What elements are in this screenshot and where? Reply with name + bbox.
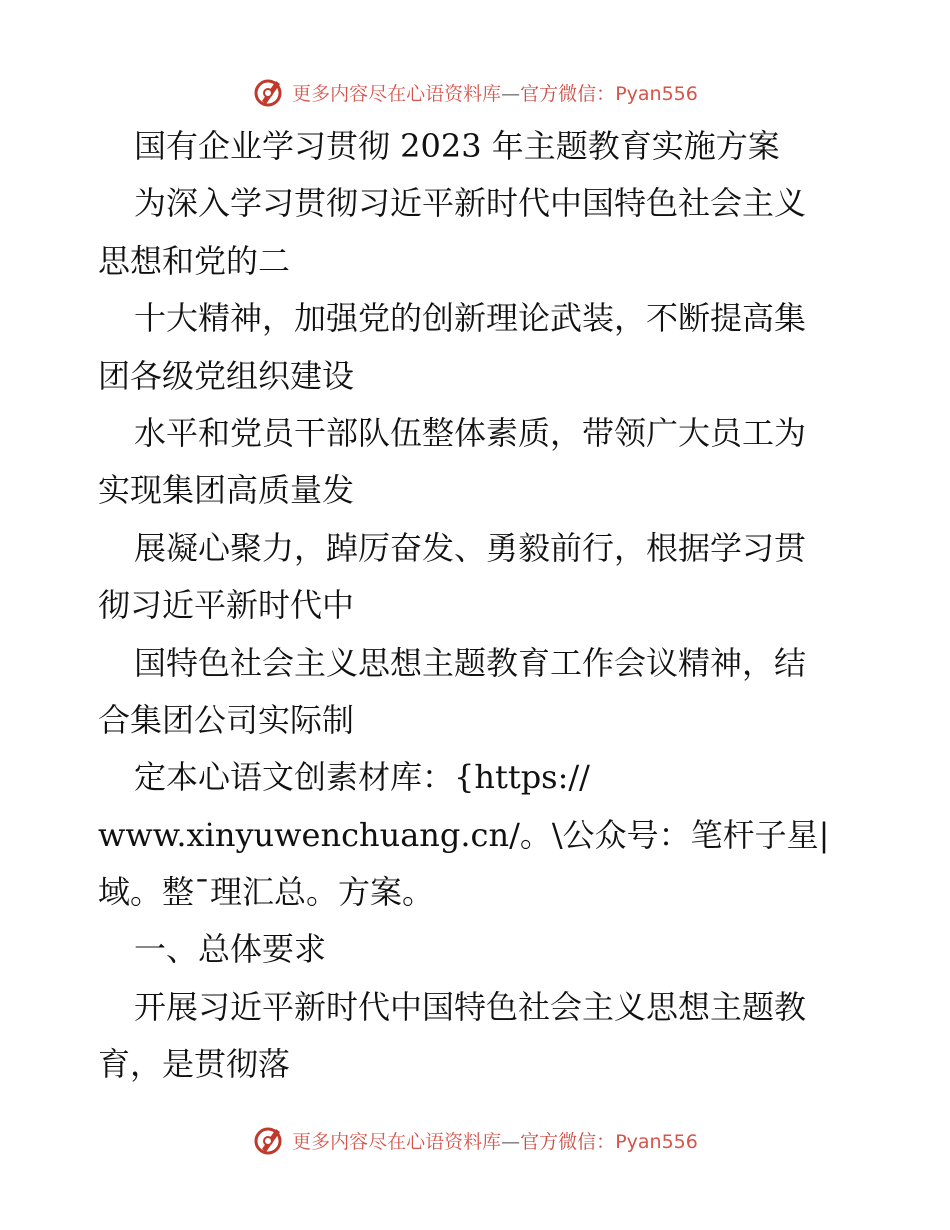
text-line: 国有企业学习贯彻 2023 年主题教育实施方案 (134, 127, 780, 165)
document-body (98, 118, 858, 1094)
text-line: 育，是贯彻落 (98, 1045, 291, 1084)
text-line: www.xinyuwenchuang.cn/。\公众号：笔杆子星| (98, 815, 830, 854)
text-line: 十大精神，加强党的创新理论武装，不断提高集 (134, 299, 807, 338)
footer-watermark (0, 1120, 950, 1160)
text-line: 团各级党组织建设 (98, 356, 355, 395)
pen-logo-icon (252, 1123, 286, 1157)
text-line: 域。整¯理汇总。方案。 (98, 873, 435, 912)
text-line: 彻习近平新时代中 (98, 586, 355, 625)
text-line: 定本心语文创素材库：{https:// (134, 758, 590, 797)
text-line: 思想和党的二 (98, 241, 291, 280)
text-line: 国特色社会主义思想主题教育工作会议精神，结 (134, 643, 807, 682)
pen-logo-icon (252, 75, 286, 109)
text-line: 为深入学习贯彻习近平新时代中国特色社会主义 (134, 184, 807, 223)
text-line: 展凝心聚力，踔厉奋发、勇毅前行，根据学习贯 (134, 528, 807, 567)
text-line: 开展习近平新时代中国特色社会主义思想主题教 (134, 987, 807, 1026)
watermark-text: 更多内容尽在心语资料库—官方微信：Pyan556 (292, 1130, 698, 1153)
watermark-text: 更多内容尽在心语资料库—官方微信：Pyan556 (292, 82, 698, 105)
text-line: 水平和党员干部队伍整体素质，带领广大员工为 (134, 413, 807, 452)
text-line: 合集团公司实际制 (98, 700, 355, 739)
text-line: 实现集团高质量发 (98, 471, 355, 510)
header-watermark (0, 72, 950, 112)
text-line: 一、总体要求 (134, 930, 327, 969)
